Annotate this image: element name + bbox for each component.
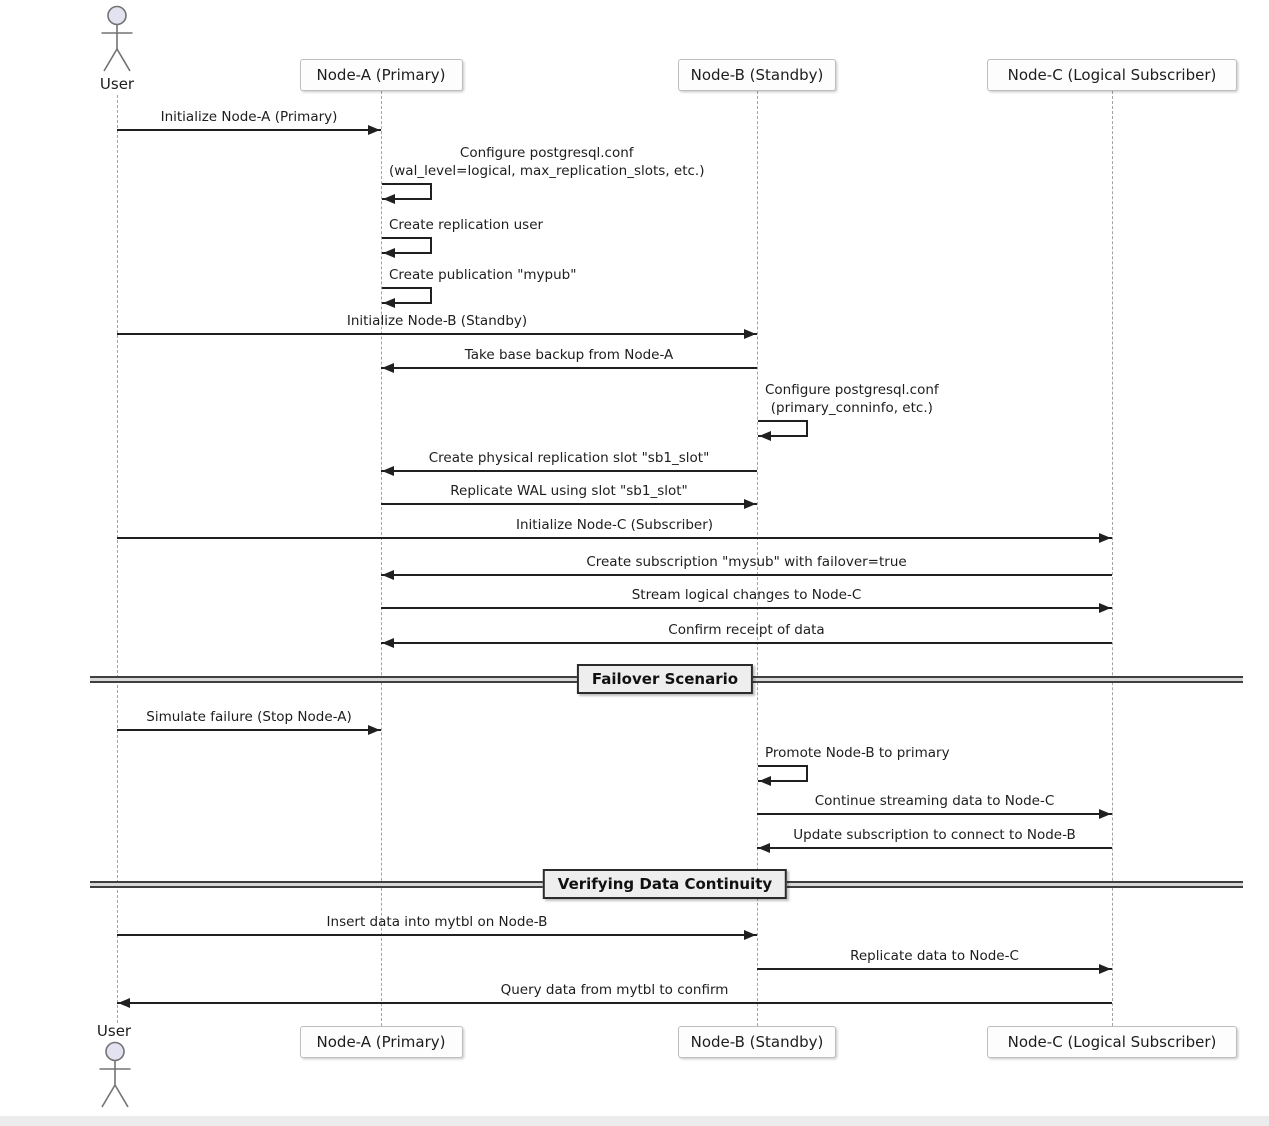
participant-box-node-a-top: Node-A (Primary) (300, 59, 463, 91)
self-message-arrowhead (383, 194, 395, 204)
message-label: Take base backup from Node-A (464, 347, 674, 363)
message-arrow-line (117, 129, 381, 131)
message-arrowhead (744, 930, 756, 940)
message-arrow-line (381, 574, 1112, 576)
self-message-label: Create publication "mypub" (389, 267, 577, 283)
message-arrowhead (368, 125, 380, 135)
message-arrow-line (381, 367, 757, 369)
self-message-label: Create replication user (389, 217, 544, 233)
actor-label-user-top: User (99, 75, 135, 93)
message-arrowhead (758, 843, 770, 853)
divider-label: Failover Scenario (577, 664, 753, 694)
self-message-arrowhead (759, 776, 771, 786)
message-label: Query data from mytbl to confirm (500, 982, 729, 998)
message-arrow-line (381, 607, 1112, 609)
participant-box-node-c-top: Node-C (Logical Subscriber) (987, 59, 1237, 91)
message-label: Insert data into mytbl on Node-B (326, 914, 548, 930)
self-message-label: Promote Node-B to primary (765, 745, 950, 761)
message-arrowhead (1099, 603, 1111, 613)
message-label: Initialize Node-A (Primary) (160, 109, 338, 125)
message-arrowhead (382, 570, 394, 580)
actor-label-user-bottom: User (96, 1022, 132, 1040)
message-arrow-line (757, 968, 1112, 970)
divider-label: Verifying Data Continuity (543, 869, 787, 899)
self-message-arrowhead (759, 431, 771, 441)
message-label: Replicate data to Node-C (850, 948, 1019, 964)
message-arrow-line (381, 642, 1112, 644)
message-arrowhead (368, 725, 380, 735)
message-arrow-line (757, 813, 1112, 815)
message-label: Initialize Node-B (Standby) (346, 313, 528, 329)
message-arrow-line (117, 1002, 1112, 1004)
message-arrowhead (382, 466, 394, 476)
message-arrowhead (382, 638, 394, 648)
message-arrow-line (381, 503, 757, 505)
message-arrowhead (118, 998, 130, 1008)
message-label: Initialize Node-C (Subscriber) (515, 517, 714, 533)
bottom-edge-strip (0, 1116, 1269, 1126)
self-message-label: Configure postgresql.conf (wal_level=logical, max_replication_slots, etc.) (389, 145, 705, 179)
message-arrow-line (117, 934, 757, 936)
message-arrow-line (757, 847, 1112, 849)
message-arrow-line (381, 470, 757, 472)
participant-box-node-b-top: Node-B (Standby) (678, 59, 836, 91)
self-message-label: Configure postgresql.conf (primary_conninfo, etc.) (765, 382, 939, 416)
message-label: Create subscription "mysub" with failover=true (586, 554, 907, 570)
actor-figure-user-bottom (98, 1041, 132, 1115)
message-arrowhead (382, 363, 394, 373)
message-arrow-line (117, 729, 381, 731)
participant-box-node-b-bottom: Node-B (Standby) (678, 1026, 836, 1058)
message-arrowhead (1099, 533, 1111, 543)
message-label: Stream logical changes to Node-C (631, 587, 862, 603)
actor-figure-user-top (100, 5, 134, 79)
message-arrowhead (1099, 964, 1111, 974)
message-arrow-line (117, 537, 1112, 539)
message-arrowhead (744, 329, 756, 339)
message-arrowhead (1099, 809, 1111, 819)
participant-box-node-a-bottom: Node-A (Primary) (300, 1026, 463, 1058)
message-label: Create physical replication slot "sb1_slot" (428, 450, 710, 466)
message-label: Confirm receipt of data (668, 622, 825, 638)
message-arrowhead (744, 499, 756, 509)
message-label: Continue streaming data to Node-C (814, 793, 1055, 809)
participant-box-node-c-bottom: Node-C (Logical Subscriber) (987, 1026, 1237, 1058)
message-label: Update subscription to connect to Node-B (793, 827, 1076, 843)
message-arrow-line (117, 333, 757, 335)
self-message-arrowhead (383, 248, 395, 258)
message-label: Simulate failure (Stop Node-A) (146, 709, 352, 725)
message-label: Replicate WAL using slot "sb1_slot" (450, 483, 688, 499)
self-message-arrowhead (383, 298, 395, 308)
